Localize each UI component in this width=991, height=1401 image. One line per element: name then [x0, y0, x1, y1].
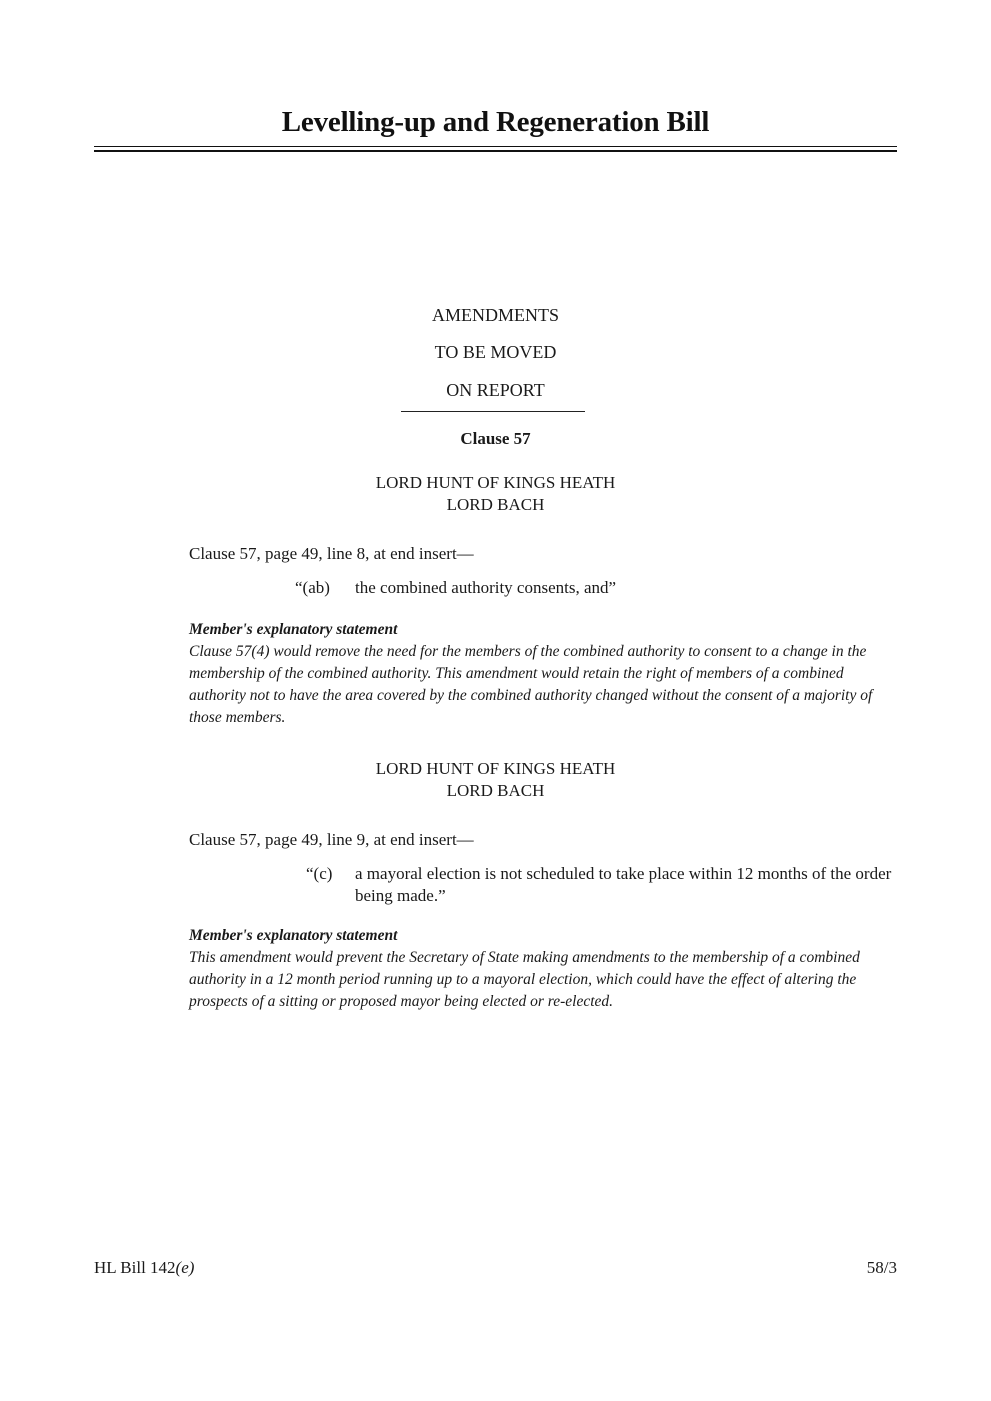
heading-rule	[401, 411, 585, 412]
statement-title: Member's explanatory statement	[189, 927, 398, 944]
sponsor-name: LORD BACH	[446, 495, 545, 514]
statement-text: Clause 57(4) would remove the need for the members of the combined authority to consent to a change in the membership of the combined authority. This amendment would retain the right of members of a combined authority not to have the area covered by the combined authority changed without the consent of a majority of those members.	[189, 643, 873, 726]
insert-text: a mayoral election is not scheduled to take place within 12 months of the order being made.”	[355, 864, 892, 905]
heading-to-be-moved: TO BE MOVED	[434, 342, 557, 362]
insert-label: “(ab)	[295, 578, 330, 597]
footer-page-reference: 58/3	[866, 1258, 897, 1277]
amendment-1-insert	[0, 577, 991, 599]
bill-ref: HL Bill 142	[94, 1258, 176, 1277]
title-rule-thin	[94, 146, 897, 147]
title-rule-thick	[94, 150, 897, 152]
insert-label: “(c)	[306, 864, 333, 883]
amendment-2-explanatory-statement	[189, 925, 901, 1013]
sponsor-name: LORD BACH	[446, 781, 545, 800]
amendment-2-instruction: Clause 57, page 49, line 9, at end insert—	[189, 830, 474, 849]
amendment-1-explanatory-statement	[189, 619, 901, 729]
heading-amendments: AMENDMENTS	[431, 305, 559, 325]
clause-heading: Clause 57	[460, 429, 531, 448]
sponsor-name: LORD HUNT OF KINGS HEATH	[375, 473, 616, 492]
amendment-2-sponsors	[0, 758, 991, 802]
footer-bill-reference	[94, 1258, 194, 1278]
heading-on-report: ON REPORT	[446, 380, 545, 400]
sponsor-name: LORD HUNT OF KINGS HEATH	[375, 759, 616, 778]
amendment-2-insert	[0, 863, 991, 907]
insert-text: the combined authority consents, and”	[355, 578, 617, 597]
bill-suffix: (e)	[175, 1258, 195, 1277]
amendment-1-instruction: Clause 57, page 49, line 8, at end insert—	[189, 544, 474, 563]
statement-title: Member's explanatory statement	[189, 621, 398, 638]
amendment-1-sponsors	[0, 472, 991, 516]
document-title: Levelling-up and Regeneration Bill	[281, 106, 710, 138]
statement-text: This amendment would prevent the Secretary of State making amendments to the membership of a combined authority in a 12 month period running up to a mayoral election, which could have the effect of altering the prospects of a sitting or proposed mayor being elected or re-elected.	[189, 949, 860, 1010]
